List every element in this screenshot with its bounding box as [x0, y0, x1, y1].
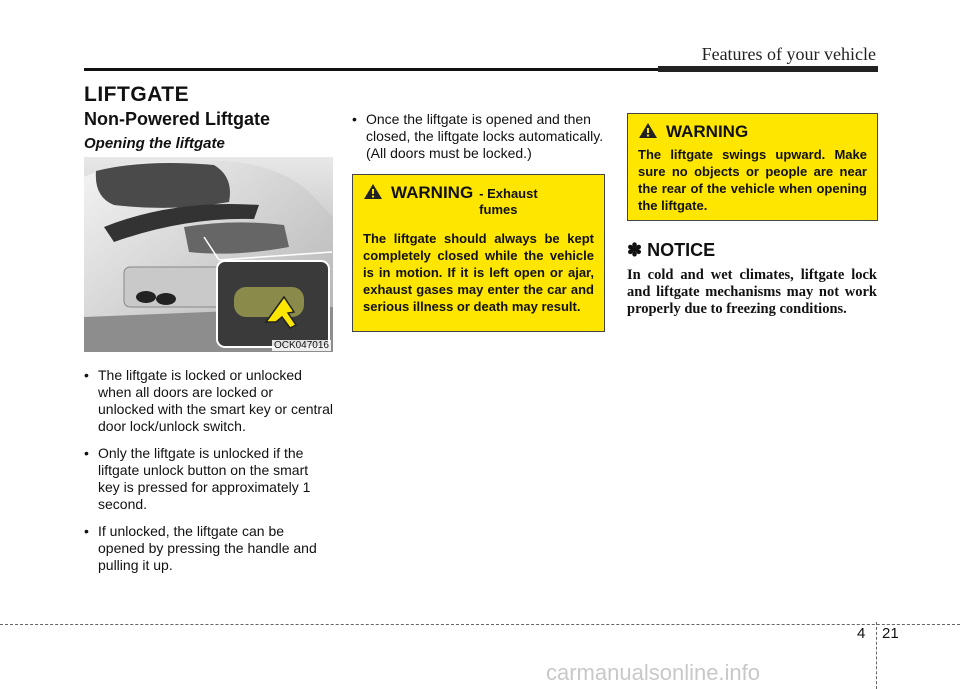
- warning-subtitle: - Exhaust fumes: [479, 186, 538, 217]
- warning-title: WARNING: [391, 183, 474, 202]
- page-number: 21: [882, 625, 899, 642]
- car-rear-illustration: [84, 157, 333, 352]
- bullet-item: • If unlocked, the liftgate can be opened by pressing the handle and pulling it up.: [84, 523, 333, 574]
- header-title: Features of your vehicle: [701, 44, 876, 64]
- warning-triangle-icon: [363, 183, 383, 200]
- warning-exhaust-box: [352, 174, 605, 332]
- warning-title: WARNING: [666, 122, 749, 141]
- liftgate-figure: [84, 157, 333, 352]
- warning-body: The liftgate swings upward. Make sure no objects or people are near the rear of the vehicle when opening the liftgate.: [638, 147, 867, 213]
- footer-rule: [0, 624, 960, 625]
- watermark: carmanualsonline.info: [546, 660, 761, 685]
- warning-body: The liftgate should always be kept completely closed while the vehicle is in motion. If it is left open or ajar, exhaust gases may enter the car and serious illness or death may result.: [363, 231, 594, 314]
- warning-upward-box: [627, 113, 878, 221]
- bullet-item: • The liftgate is locked or unlocked when all doors are locked or unlocked with the smart key or central door lock/unlock switch.: [84, 367, 333, 435]
- footer-divider: [876, 622, 877, 689]
- figure-caption: OCK047016: [273, 340, 329, 351]
- warning-triangle-icon: [638, 122, 658, 139]
- col2-bullet-list: [352, 111, 604, 172]
- section-title: LIFTGATE: [84, 83, 190, 106]
- notice-body: In cold and wet climates, liftgate lock and liftgate mechanisms may not work properly due to freezing conditions.: [627, 267, 877, 317]
- col1-bullet-list: [84, 367, 333, 584]
- subsection-subtitle: Opening the liftgate: [84, 135, 225, 152]
- page-chapter: 4: [857, 625, 866, 642]
- bullet-item: • Only the liftgate is unlocked if the liftgate unlock button on the smart key is pressed for approximately 1 second.: [84, 445, 333, 513]
- header-rule-accent: [658, 66, 878, 72]
- subsection-title: Non-Powered Liftgate: [84, 109, 271, 129]
- notice-heading: ✽ NOTICE: [627, 240, 716, 260]
- bullet-item: • Once the liftgate is opened and then closed, the liftgate locks automatically. (All doors must be locked.): [352, 111, 604, 162]
